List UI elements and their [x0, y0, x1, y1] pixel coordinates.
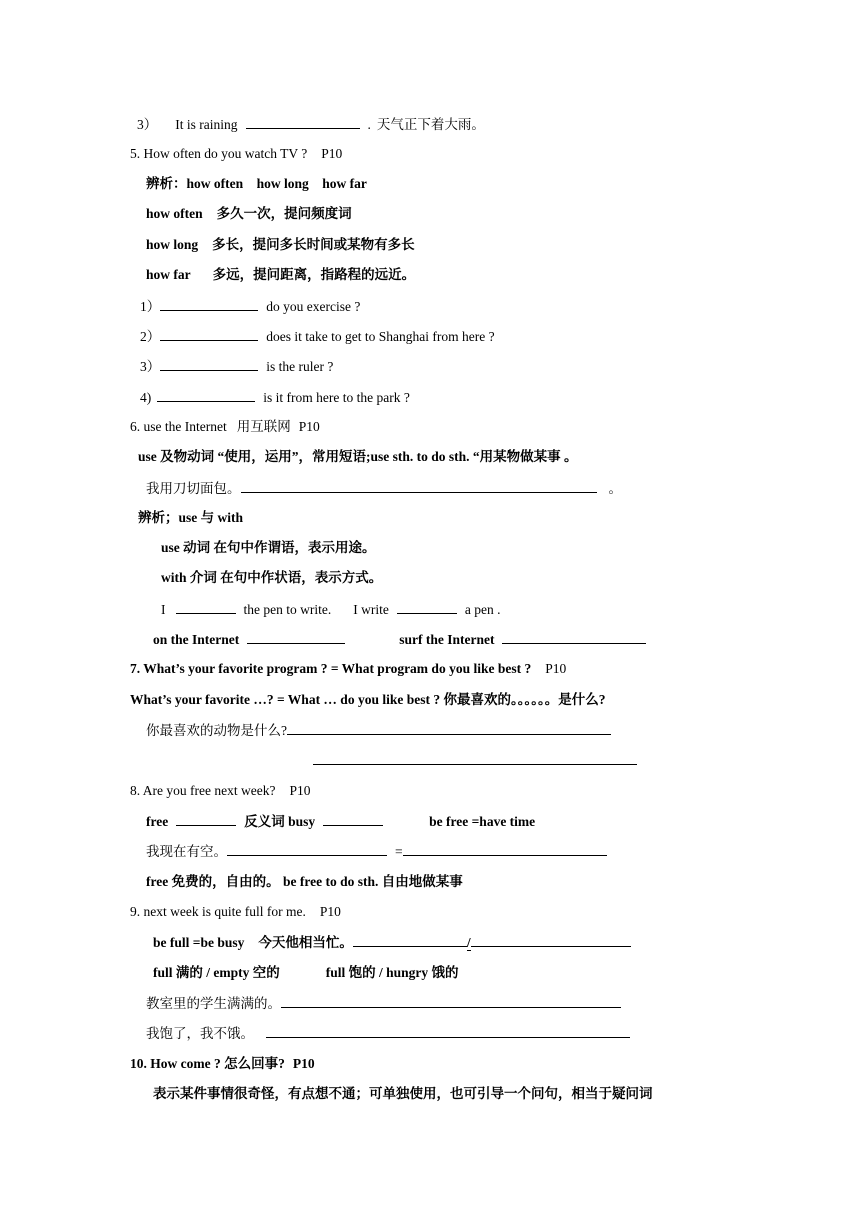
answer-blank[interactable] [471, 933, 631, 947]
free-definition: free 免费的，自由的。 be free to do sth. 自由地做某事 [146, 874, 463, 889]
answer-blank[interactable] [353, 933, 467, 947]
with-definition: with 介词 在句中作状语，表示方式。 [161, 570, 383, 585]
line-raining: 3） It is raining . 天气正下着大雨。 [137, 117, 485, 132]
section-8-title: 8. Are you free next week? P10 [130, 783, 311, 798]
free-busy-line: free 反义词 busy be free =have time [146, 814, 536, 829]
classroom-line: 教室里的学生满满的。 [146, 994, 621, 1013]
question-4: 4) is it from here to the park ? [140, 390, 410, 405]
question-2: 2） does it take to get to Shanghai from here ? [140, 329, 495, 344]
answer-blank[interactable] [241, 479, 597, 493]
not-hungry-line: 我饱了，我不饿。 [146, 1024, 630, 1043]
answer-blank[interactable] [313, 751, 637, 765]
answer-blank[interactable] [403, 842, 607, 856]
how-often-def: how often 多久一次，提问频度词 [146, 206, 352, 221]
full-empty-hungry: full 满的 / empty 空的 full 饱的 / hungry 饿的 [153, 965, 459, 980]
section-9-title: 9. next week is quite full for me. P10 [130, 904, 341, 919]
answer-blank[interactable] [287, 721, 611, 735]
answer-blank[interactable] [176, 812, 236, 826]
answer-blank[interactable] [160, 357, 258, 371]
internet-phrases: on the Internet surf the Internet [153, 630, 646, 649]
section-6-title: 6. use the Internet 用互联网 P10 [130, 419, 320, 434]
use-with-example: I the pen to write. I write a pen . [161, 602, 501, 617]
answer-blank[interactable] [160, 297, 258, 311]
answer-blank[interactable] [157, 388, 255, 402]
favorite-pattern: What’s your favorite …? = What … do you like best ? 你最喜欢的。。。。。。是什么? [130, 692, 606, 707]
answer-blank[interactable] [176, 600, 236, 614]
answer-blank[interactable] [227, 842, 387, 856]
section-5-title: 5. How often do you watch TV ? P10 [130, 146, 343, 161]
how-come-description: 表示某件事情很奇怪，有点想不通；可单独使用，也可引导一个问句，相当于疑问词 [153, 1086, 653, 1101]
use-verb-line: use 及物动词 “使用，运用”，常用短语;use sth. to do sth. “用某物做某事 。 [138, 449, 578, 464]
section-7-title: 7. What’s your favorite program ? = What program do you like best ? P10 [130, 661, 567, 676]
section-5-analysis: 辨析：how often how long how far [146, 176, 367, 191]
use-definition: use 动词 在句中作谓语，表示用途。 [161, 540, 376, 555]
answer-blank[interactable] [246, 115, 360, 129]
answer-blank[interactable] [247, 630, 345, 644]
free-now-line: 我现在有空。 = [146, 842, 607, 861]
favorite-animal-line: 你最喜欢的动物是什么? [146, 721, 611, 740]
answer-blank[interactable] [397, 600, 457, 614]
answer-blank[interactable] [281, 994, 621, 1008]
cut-bread-line: 我用刀切面包。 。 [146, 481, 622, 496]
how-long-def: how long 多长，提问多长时间或某物有多长 [146, 237, 415, 252]
question-1: 1） do you exercise ? [140, 299, 361, 314]
answer-blank[interactable] [266, 1024, 630, 1038]
full-busy-line: be full =be busy 今天他相当忙。 / [153, 933, 631, 952]
answer-line [313, 751, 637, 770]
answer-blank[interactable] [160, 327, 258, 341]
use-with-analysis: 辨析；use 与 with [138, 510, 244, 525]
how-far-def: how far 多远，提问距离，指路程的远近。 [146, 267, 416, 282]
question-3: 3） is the ruler ? [140, 359, 334, 374]
section-10-title: 10. How come ? 怎么回事? P10 [130, 1056, 315, 1071]
answer-blank[interactable] [502, 630, 646, 644]
answer-blank[interactable] [323, 812, 383, 826]
